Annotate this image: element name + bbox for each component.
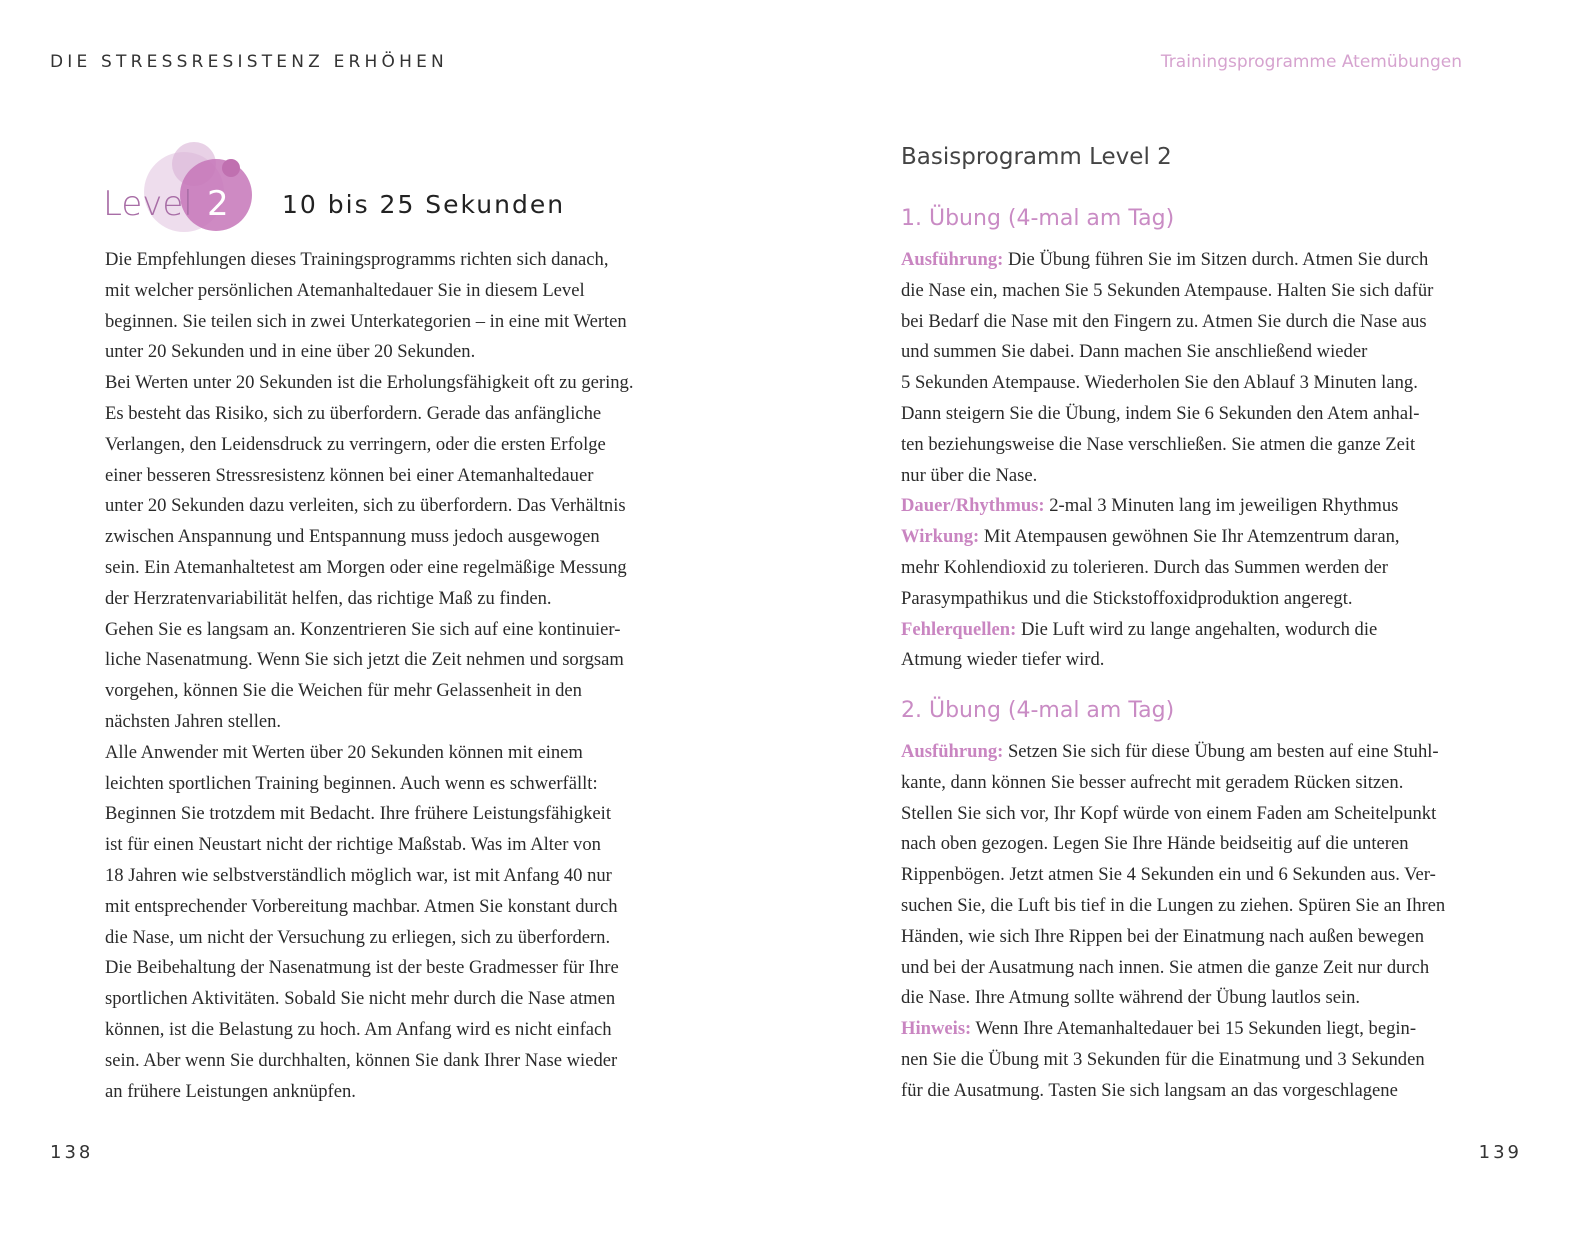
text-line: mit welcher persönlichen Atemanhaltedauer Sie in diesem Level [105,279,585,301]
run-in-label: Ausführung: [901,249,1004,270]
text-line: ist für einen Neustart nicht der richtige Maßstab. Was im Alter von [105,834,601,856]
text-line: die Nase, um nicht der Versuchung zu erliegen, sich zu überfordern. [105,926,611,948]
page-number-right: 139 [1478,1142,1522,1163]
text-line: der Herzratenvariabilität helfen, das richtige Maß zu finden. [105,587,552,609]
line-text: nur über die Nase. [901,464,1038,486]
line-text: Rippenbögen. Jetzt atmen Sie 4 Sekunden ein und 6 Sekunden aus. Ver- [901,864,1436,886]
run-in-label: Hinweis: [901,1018,972,1040]
text-line [901,245,1433,276]
text-line [901,737,1445,768]
level-subtitle: 10 bis 25 Sekunden [282,190,566,219]
text-line [901,645,1433,676]
text-line: Beginnen Sie trotzdem mit Bedacht. Ihre frühere Leistungsfähigkeit [105,803,612,825]
text-line: unter 20 Sekunden dazu verleiten, sich zu überfordern. Das Verhältnis [105,495,626,517]
text-line: sein. Aber wenn Sie durchhalten, können Sie dank Ihrer Nase wieder [105,1049,618,1071]
text-line [901,860,1445,891]
line-text: bei Bedarf die Nase mit den Fingern zu. Atmen Sie durch die Nase aus [901,310,1427,332]
left-body-text [105,245,633,1107]
text-line: unter 20 Sekunden und in eine über 20 Sekunden. [105,341,476,363]
right-title: Basisprogramm Level 2 [901,144,1172,170]
line-text: und summen Sie dabei. Dann machen Sie anschließend wieder [901,341,1368,363]
text-line: an frühere Leistungen anknüpfen. [105,1080,356,1102]
text-line: 18 Jahren wie selbstverständlich möglich war, ist mit Anfang 40 nur [105,864,612,886]
text-line [901,799,1445,830]
text-line [901,553,1433,584]
text-line [901,953,1445,984]
text-line: einer besseren Stressresistenz können bei einer Atemanhaltedauer [105,464,594,486]
text-line [901,829,1445,860]
line-text: 2-mal 3 Minuten lang im jeweiligen Rhythmus [1044,495,1399,517]
run-in-label: Fehlerquellen: [901,618,1017,640]
text-line [901,491,1433,522]
exercise-2-heading: 2. Übung (4-mal am Tag) [901,698,1175,723]
line-text: Dann steigern Sie die Übung, indem Sie 6 Sekunden den Atem anhal- [901,402,1420,424]
text-line: nächsten Jahren stellen. [105,710,282,732]
line-text: für die Ausatmung. Tasten Sie sich langsam an das vorgeschlagene [901,1079,1398,1101]
exercise-1-text [901,245,1433,676]
text-line [901,615,1433,646]
text-line: beginnen. Sie teilen sich in zwei Unterkategorien – in eine mit Werten [105,310,627,332]
line-text: Atmung wieder tiefer wird. [901,649,1105,671]
text-line [901,891,1445,922]
text-line: Die Beibehaltung der Nasenatmung ist der beste Gradmesser für Ihre [105,957,619,979]
line-text: die Nase ein, machen Sie 5 Sekunden Atempause. Halten Sie sich dafür [901,279,1434,301]
text-line: sein. Ein Atemanhaltetest am Morgen oder eine regelmäßige Messung [105,556,627,578]
run-in-label: Wirkung: [901,526,980,548]
text-line: sportlichen Aktivitäten. Sobald Sie nicht mehr durch die Nase atmen [105,988,616,1010]
level-number: 2 [207,184,229,224]
text-line: Es besteht das Risiko, sich zu überfordern. Gerade das anfängliche [105,402,602,424]
text-line [901,368,1433,399]
text-line [901,522,1433,553]
text-line [901,461,1433,492]
line-text: Händen, wie sich Ihre Rippen bei der Einatmung nach außen bewegen [901,925,1425,947]
text-line [901,584,1433,615]
text-line: mit entsprechender Vorbereitung machbar. Atmen Sie konstant durch [105,895,618,917]
line-text: nen Sie die Übung mit 3 Sekunden für die Einatmung und 3 Sekunden [901,1048,1425,1070]
text-line: Bei Werten unter 20 Sekunden ist die Erholungsfähigkeit oft zu gering. [105,372,634,394]
run-in-label: Ausführung: [901,741,1004,762]
text-line [901,1045,1445,1076]
text-line [901,399,1433,430]
running-header-left: DIE STRESSRESISTENZ ERHÖHEN [50,52,448,72]
line-text: Die Übung führen Sie im Sitzen durch. Atmen Sie durch [1003,249,1429,270]
line-text: mehr Kohlendioxid zu tolerieren. Durch das Summen werden der [901,556,1388,578]
text-line [901,1076,1445,1107]
line-text: Parasympathikus und die Stickstoffoxidproduktion angeregt. [901,587,1353,609]
line-text: und bei der Ausatmung nach innen. Sie atmen die ganze Zeit nur durch [901,956,1430,978]
line-text: Wenn Ihre Atemanhaltedauer bei 15 Sekunden liegt, begin- [971,1018,1417,1040]
text-line [901,922,1445,953]
text-line: liche Nasenatmung. Wenn Sie sich jetzt die Zeit nehmen und sorgsam [105,649,624,671]
running-header-right: Trainingsprogramme Atemübungen [1160,52,1462,72]
text-line: Gehen Sie es langsam an. Konzentrieren Sie sich auf eine kontinuier- [105,618,621,640]
line-text: die Nase. Ihre Atmung sollte während der Übung lautlos sein. [901,987,1361,1009]
line-text: Mit Atempausen gewöhnen Sie Ihr Atemzentrum daran, [979,526,1400,548]
text-line: vorgehen, können Sie die Weichen für mehr Gelassenheit in den [105,680,582,702]
text-line [901,768,1445,799]
text-line: Die Empfehlungen dieses Trainingsprogramms richten sich danach, [105,249,609,270]
text-line [901,337,1433,368]
text-line: Alle Anwender mit Werten über 20 Sekunden können mit einem [105,741,583,763]
text-line [901,1014,1445,1045]
text-line: leichten sportlichen Training beginnen. Auch wenn es schwerfällt: [105,772,598,794]
page-number-left: 138 [50,1142,94,1163]
line-text: suchen Sie, die Luft bis tief in die Lungen zu ziehen. Spüren Sie an Ihren [901,894,1446,916]
exercise-2-text [901,737,1445,1107]
line-text: kante, dann können Sie besser aufrecht mit geradem Rücken sitzen. [901,771,1404,793]
text-line [901,983,1445,1014]
text-line [901,430,1433,461]
line-text: Die Luft wird zu lange angehalten, wodurch die [1016,618,1378,640]
text-line: können, ist die Belastung zu hoch. Am Anfang wird es nicht einfach [105,1018,612,1040]
text-line: zwischen Anspannung und Entspannung muss jedoch ausgewogen [105,526,600,548]
line-text: ten beziehungsweise die Nase verschließen. Sie atmen die ganze Zeit [901,433,1416,455]
line-text: nach oben gezogen. Legen Sie Ihre Hände beidseitig auf die unteren [901,833,1409,855]
run-in-label: Dauer/Rhythmus: [901,495,1045,517]
text-line: Verlangen, den Leidensdruck zu verringern, oder die ersten Erfolge [105,433,606,455]
line-text: Setzen Sie sich für diese Übung am besten auf eine Stuhl- [1003,741,1439,762]
level-word: Level [103,184,193,224]
exercise-1-heading: 1. Übung (4-mal am Tag) [901,206,1175,231]
line-text: Stellen Sie sich vor, Ihr Kopf würde von einem Faden am Scheitelpunkt [901,802,1437,824]
text-line [901,307,1433,338]
text-line [901,276,1433,307]
line-text: 5 Sekunden Atempause. Wiederholen Sie den Ablauf 3 Minuten lang. [901,372,1418,394]
